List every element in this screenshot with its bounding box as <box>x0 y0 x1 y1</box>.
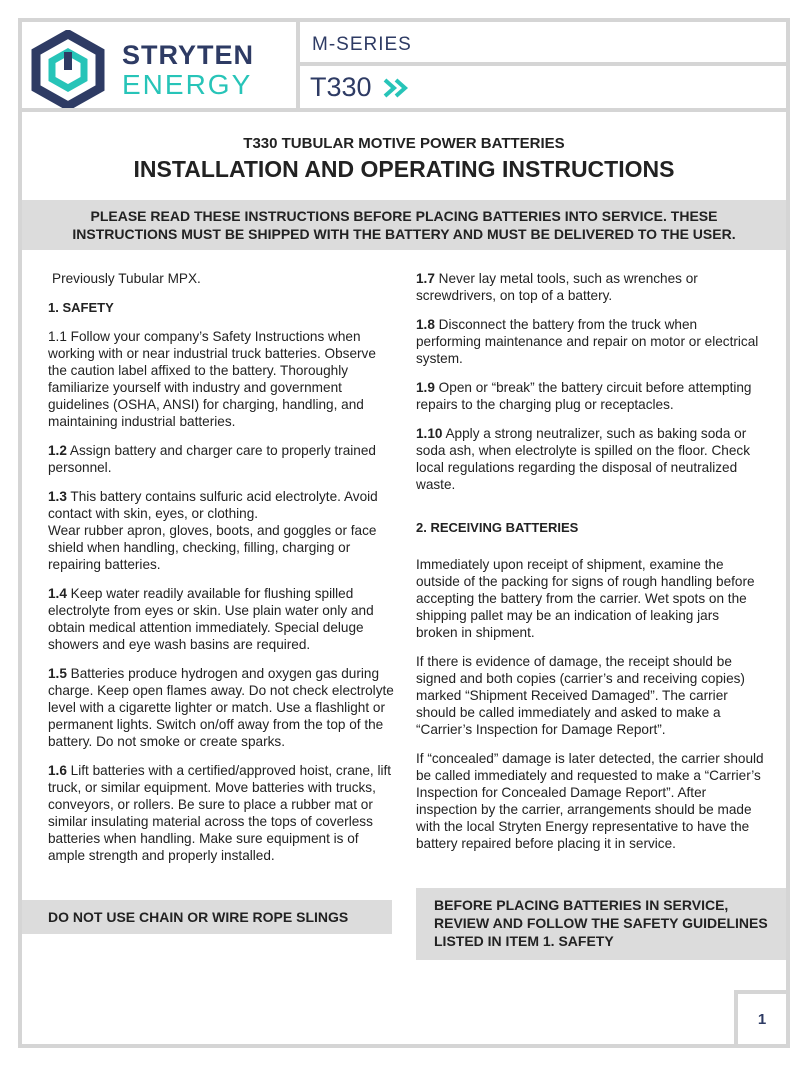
safety-heading: 1. SAFETY <box>48 300 114 315</box>
receiving-heading: 2. RECEIVING BATTERIES <box>416 520 579 535</box>
safety-item-1-1: 1.1 Follow your company’s Safety Instructions when working with or near industrial truck batteries. Observe the caution label affixed to the battery. Thoroughly familiarize yourself with industry and government guidelines (OSHA, ANSI) for charging, handling, and maintaining industrial batteries. <box>48 329 376 429</box>
notice-line-1: PLEASE READ THESE INSTRUCTIONS BEFORE PLACING BATTERIES INTO SERVICE. THESE <box>90 208 718 224</box>
document-subtitle: T330 TUBULAR MOTIVE POWER BATTERIES <box>243 135 565 152</box>
safety-item-1-9: 1.9 Open or “break” the battery circuit before attempting repairs to the charging plug or receptacles. <box>416 380 752 412</box>
safety-item-1-6: 1.6 Lift batteries with a certified/approved hoist, crane, lift truck, or similar equipment. Move batteries with trucks, conveyors, or rollers. Be sure to place a rubber mat or similar insulating material across the tops of coverless batteries when handling. Make sure equipment is of ample strength and properly installed. <box>48 763 392 863</box>
brand-name-line2: ENERGY <box>122 69 253 100</box>
model-label <box>310 72 414 103</box>
left-column <box>48 270 394 876</box>
receiving-paragraph-2: If there is evidence of damage, the receipt should be signed and both copies (carrier’s and receiving copies) marked “Shipment Received Damaged”. The carrier should be called immediately and asked to make a “Carrier’s Inspection for Damage Report”. <box>416 654 745 737</box>
previously-note: Previously Tubular MPX. <box>52 271 201 286</box>
review-safety-guidelines-box: BEFORE PLACING BATTERIES IN SERVICE, REVIEW AND FOLLOW THE SAFETY GUIDELINES LISTED IN ITEM 1. SAFETY <box>416 888 786 960</box>
no-chain-sling-warning: DO NOT USE CHAIN OR WIRE ROPE SLINGS <box>22 900 392 934</box>
brand-logo <box>28 28 296 108</box>
safety-item-1-3: 1.3 This battery contains sulfuric acid electrolyte. Avoid contact with skin, eyes, or clothing. Wear rubber apron, gloves, boots, and goggles or face shield when handling, checking, filling, charging or repairing batteries. <box>48 489 378 572</box>
header-bottom-rule <box>18 108 790 112</box>
safety-item-1-7: 1.7 Never lay metal tools, such as wrenches or screwdrivers, on top of a battery. <box>416 271 698 303</box>
document-title: INSTALLATION AND OPERATING INSTRUCTIONS <box>133 156 675 182</box>
safety-item-1-10: 1.10 Apply a strong neutralizer, such as baking soda or soda ash, when electrolyte is spilled on the floor. Check local regulations regarding the disposal of neutralized waste. <box>416 426 750 492</box>
safety-item-1-2: 1.2 Assign battery and charger care to properly trained personnel. <box>48 443 376 475</box>
read-instructions-notice <box>22 200 786 250</box>
double-chevron-icon <box>382 77 414 99</box>
page-number: 1 <box>734 990 786 1044</box>
notice-line-2: INSTRUCTIONS MUST BE SHIPPED WITH THE BATTERY AND MUST BE DELIVERED TO THE USER. <box>72 226 736 242</box>
stryten-hex-logo-icon <box>28 30 108 110</box>
receiving-paragraph-1: Immediately upon receipt of shipment, examine the outside of the packing for signs of rough handling before accepting the battery from the carrier. Wet spots on the shipping pallet may be an indication of leaking jars broken in shipment. <box>416 557 755 640</box>
model-text: T330 <box>310 72 372 102</box>
series-label: M-SERIES <box>312 34 412 55</box>
safety-item-1-4: 1.4 Keep water readily available for flushing spilled electrolyte from eyes or skin. Use plain water only and obtain medical attention immediately. Special deluge showers and eye wash basins are required. <box>48 586 374 652</box>
safety-item-1-5: 1.5 Batteries produce hydrogen and oxygen gas during charge. Keep open flames away. Do not check electrolyte level with a cigarette lighter or match. Use a flashlight or permanent lights. Switch on/off away from the top of the battery. Do not smoke or create sparks. <box>48 666 394 749</box>
safety-item-1-8: 1.8 Disconnect the battery from the truck when performing maintenance and repair on motor or electrical system. <box>416 317 759 366</box>
brand-name-line1: STRYTEN <box>122 40 255 70</box>
header-divider-vertical <box>296 22 300 110</box>
right-column <box>416 270 764 864</box>
receiving-paragraph-3: If “concealed” damage is later detected, the carrier should be called immediately and requested to make a “Carrier’s Inspection for Concealed Damage Report”. After inspection by the carrier, arrangements should be made with the local Stryten Energy representative to have the battery repaired before placing it in service. <box>416 751 764 851</box>
header-divider-horizontal <box>296 62 790 66</box>
